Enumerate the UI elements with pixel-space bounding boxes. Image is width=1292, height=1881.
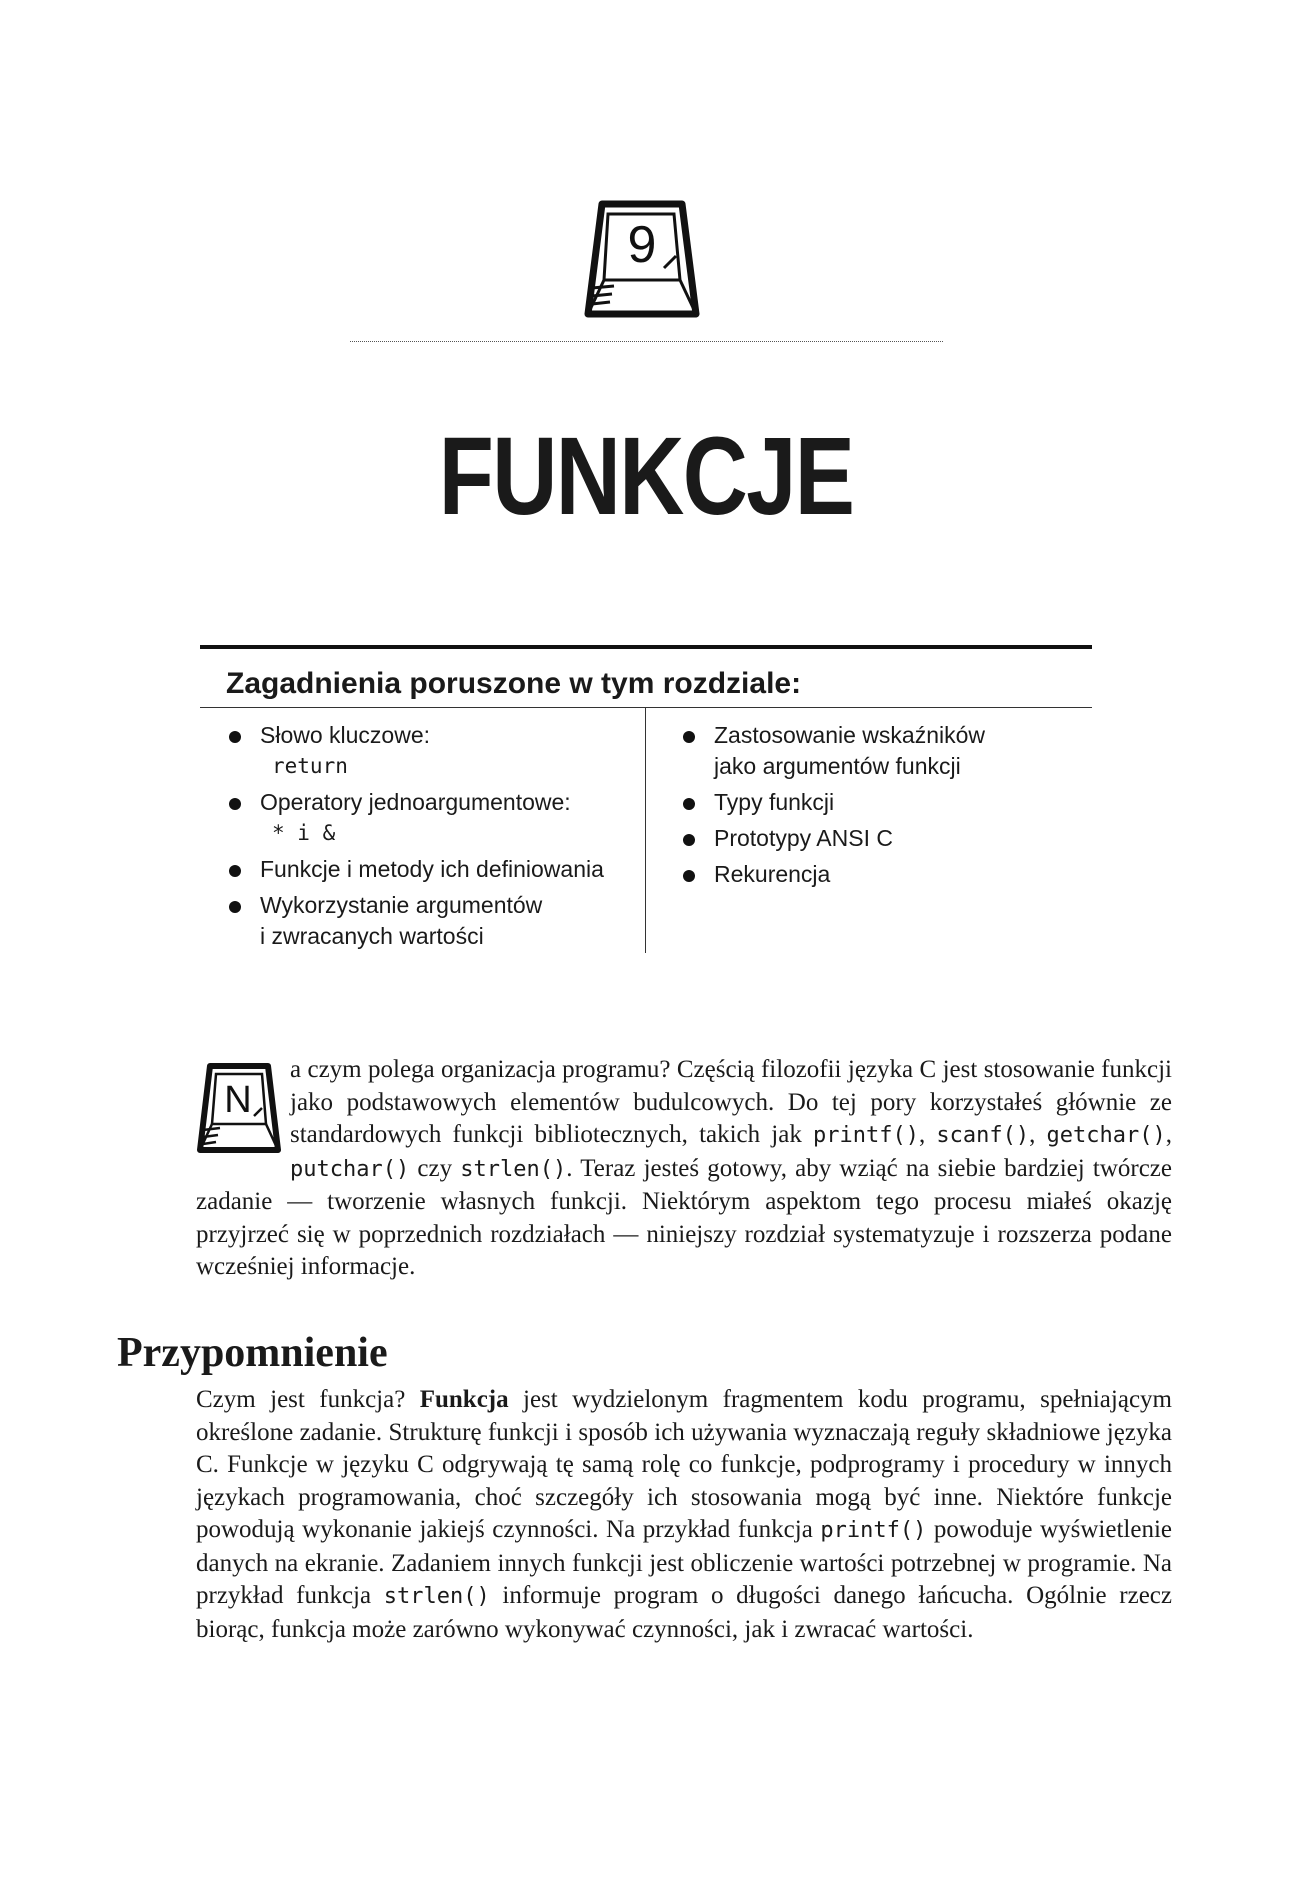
bullet-icon bbox=[683, 834, 695, 846]
bullet-icon bbox=[683, 870, 695, 882]
section-paragraph bbox=[196, 1384, 1172, 1646]
inline-code: scanf() bbox=[936, 1123, 1030, 1148]
chapter-number: 9 bbox=[627, 216, 657, 274]
inline-code: putchar() bbox=[290, 1156, 410, 1182]
bullet-icon bbox=[683, 798, 695, 810]
bullet-icon bbox=[229, 865, 241, 877]
intro-text: , bbox=[918, 1121, 937, 1148]
topic-code: * i & bbox=[272, 821, 336, 845]
inline-code: strlen() bbox=[460, 1156, 567, 1182]
topic-item bbox=[214, 787, 645, 849]
bullet-icon bbox=[229, 901, 241, 913]
topics-heading: Zagadnienia poruszone w tym rozdziale: bbox=[226, 667, 802, 700]
topic-text: jako argumentów funkcji bbox=[714, 753, 961, 779]
inline-code: printf() bbox=[813, 1123, 919, 1148]
topic-code: return bbox=[272, 754, 348, 778]
section-heading: Przypomnienie bbox=[117, 1330, 388, 1376]
topic-text: Wykorzystanie argumentów bbox=[260, 892, 543, 918]
topic-text: i zwracanych wartości bbox=[260, 923, 484, 949]
chapter-title: FUNKCJE bbox=[438, 415, 854, 538]
chapter-key-icon bbox=[584, 196, 700, 322]
topic-text: Funkcje i metody ich definiowania bbox=[260, 856, 604, 882]
topic-text: Rekurencja bbox=[714, 861, 831, 887]
drop-cap-letter: N bbox=[224, 1079, 252, 1121]
intro-text: , bbox=[1029, 1121, 1047, 1148]
topics-right-column bbox=[646, 708, 1092, 953]
topic-text: Prototypy ANSI C bbox=[714, 825, 893, 851]
topic-item bbox=[668, 787, 1092, 818]
chapter-divider bbox=[350, 341, 943, 342]
intro-text: . Teraz jesteś gotowy, aby wziąć na siebie bardziej twórcze zadanie — tworzenie własnych funkcji. Niektórym aspektom tego procesu miałeś okazję przyjrzeć się w poprzednich rozdziałach — niniejszy rozdział systematyzuje i rozszerza podane wcześniej informacje. bbox=[196, 1154, 1172, 1280]
topics-left-column bbox=[200, 708, 646, 953]
topics-box bbox=[200, 645, 1092, 953]
intro-text: a czym polega organizacja programu? Częścią filozofii języka C jest stosowanie funkcji jako podstawowych elementów budulcowych. Do tej pory korzystałeś głównie ze standardowych funkcji bibliotecznych, takich jak bbox=[290, 1056, 1172, 1148]
inline-code: getchar() bbox=[1046, 1123, 1166, 1148]
topic-item bbox=[668, 720, 1092, 782]
drop-cap-key-icon bbox=[196, 1060, 282, 1158]
intro-paragraph bbox=[196, 1054, 1172, 1284]
inline-code: printf() bbox=[820, 1518, 927, 1543]
topic-text: Słowo kluczowe: bbox=[260, 722, 431, 748]
topic-text: Operatory jednoargumentowe: bbox=[260, 789, 571, 815]
intro-text: czy bbox=[409, 1154, 461, 1182]
topic-item bbox=[214, 890, 645, 952]
body-text: jest wydzielonym fragmentem kodu programu, spełniającym określone zadanie. Strukturę funkcji i sposób ich używania wyznaczają reguły składniowe języka C. Funkcje w języku C odgrywają tę samą rolę co funkcje, podprogramy i procedury w innych językach programowania, choć szczegóły ich stosowania mogą być inne. Niektóre funkcje powodują wykonanie jakiejś czynności. Na przykład funkcja bbox=[196, 1386, 1172, 1543]
intro-text: , bbox=[1165, 1121, 1173, 1148]
topic-item bbox=[668, 823, 1092, 854]
topic-item bbox=[668, 859, 1092, 890]
body-text: informuje program o długości danego łańcucha. Ogólnie rzecz biorąc, funkcja może zarówno wykonywać czynności, jak i zwracać wartości. bbox=[196, 1582, 1172, 1643]
bullet-icon bbox=[683, 731, 695, 743]
topic-text: Zastosowanie wskaźników bbox=[714, 722, 986, 748]
body-text: Czym jest funkcja? bbox=[196, 1386, 420, 1413]
inline-code: strlen() bbox=[383, 1584, 490, 1609]
term-bold: Funkcja bbox=[419, 1386, 509, 1413]
topic-item bbox=[214, 720, 645, 782]
topic-text: Typy funkcji bbox=[714, 789, 835, 815]
body-text: powoduje wyświetlenie danych na ekranie. Zadaniem innych funkcji jest obliczenie wartości potrzebnej w programie. Na przykład funkcja bbox=[196, 1516, 1172, 1609]
bullet-icon bbox=[229, 731, 241, 743]
topic-item bbox=[214, 854, 645, 885]
bullet-icon bbox=[229, 798, 241, 810]
